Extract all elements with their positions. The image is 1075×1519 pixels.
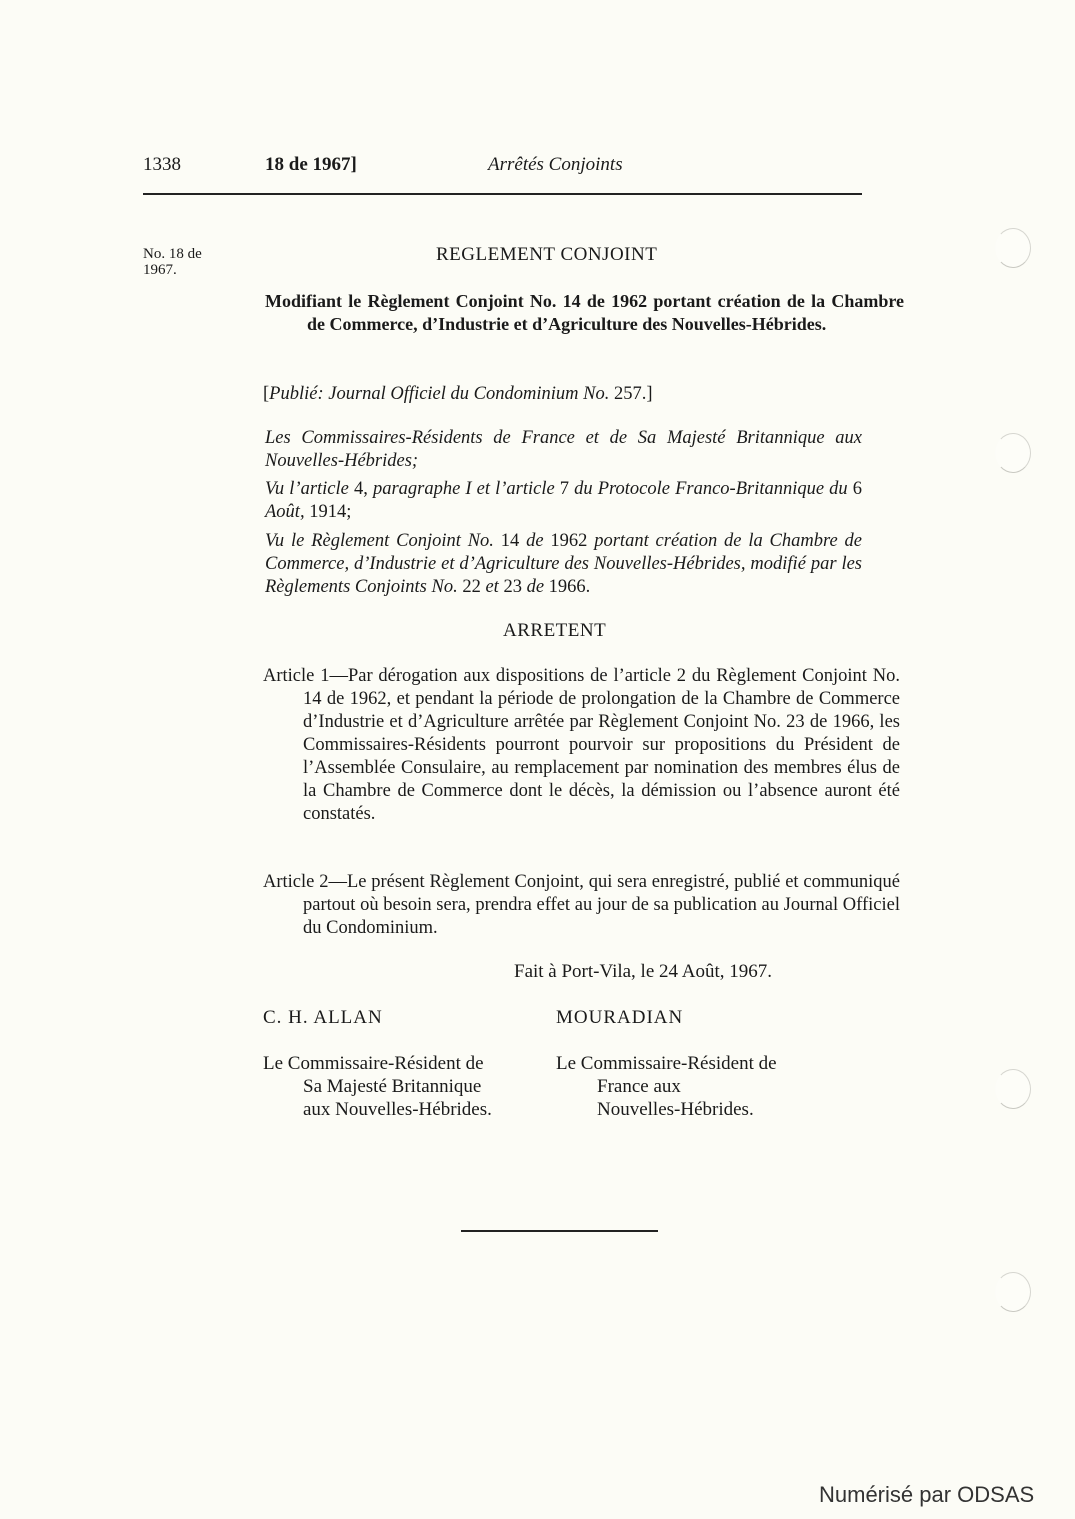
preamble-3-part-h: 23 xyxy=(498,577,527,597)
preamble-3-part-b: 14 xyxy=(493,531,527,551)
article-2: Article 2—Le présent Règlement Conjoint, qui sera enregistré, publié et communiqué partout où besoin sera, prendra effet au jour de sa publication au Journal Officiel du Condominium. xyxy=(263,872,900,938)
preamble-3-part-g: et xyxy=(485,577,499,597)
publication-journal: Publié: Journal Officiel du Condominium No. xyxy=(269,384,610,404)
publication-bracket: [ xyxy=(263,384,270,404)
preamble-2-part-e: du Protocole Franco-Britannique du xyxy=(574,479,848,499)
preamble-paragraph-3 xyxy=(265,530,862,599)
preamble-2-part-b: 4, xyxy=(348,479,373,499)
preamble-2-part-d: 7 xyxy=(554,479,575,499)
punch-hole-icon xyxy=(995,1069,1031,1109)
document-title: REGLEMENT CONJOINT xyxy=(436,244,658,265)
preamble-3-part-i: de xyxy=(526,577,545,597)
preamble-3-part-d: 1962 xyxy=(543,531,595,551)
signatory-left-name: C. H. ALLAN xyxy=(263,1007,383,1028)
preamble-2-part-f: 6 xyxy=(847,479,863,499)
header-rule xyxy=(143,193,862,195)
preamble-3-part-e: portant création de la Chambre de Commerce, d’Industrie et d’Agriculture des Nouvelles-Hébrides, modifié par les Règlements Conjoints No. xyxy=(265,531,863,597)
signatory-right-line3: Nouvelles-Hébrides. xyxy=(597,1099,754,1120)
publication-number: 257.] xyxy=(609,384,653,404)
arretent-heading: ARRETENT xyxy=(503,620,607,641)
preamble-2-part-h: 1914; xyxy=(304,502,352,522)
preamble-3-part-c: de xyxy=(526,531,544,551)
preamble-3-part-a: Vu le Règlement Conjoint No. xyxy=(265,531,494,551)
margin-note-line2: 1967. xyxy=(143,262,177,278)
signatory-right-name: MOURADIAN xyxy=(556,1007,684,1028)
signatory-left-line2: Sa Majesté Britannique xyxy=(303,1076,482,1097)
preamble-paragraph-1: Les Commissaires-Résidents de France et de Sa Majesté Britannique aux Nouvelles-Hébrides; xyxy=(265,428,862,471)
place-date: Fait à Port-Vila, le 24 Août, 1967. xyxy=(514,961,772,982)
header-section: Arrêtés Conjoints xyxy=(488,154,623,175)
article-1: Article 1—Par dérogation aux dispositions de l’article 2 du Règlement Conjoint No. 14 de 1962, et pendant la période de prolongation de la Chambre de Commerce d’Industrie et d’Agriculture arrêtée par Règlement Conjoint No. 23 de 1966, les Commissaires-Résidents pourront pourvoir sur propositions du Président de l’Assemblée Consulaire, au remplacement par nomination des membres élus de la Chambre de Commerce dont le décès, la démission ou l’absence auront été constatés. xyxy=(263,666,900,824)
punch-hole-icon xyxy=(995,433,1031,473)
signatory-right-line1: Le Commissaire-Résident de xyxy=(556,1053,777,1074)
end-rule xyxy=(461,1230,658,1232)
signatory-right-line2: France aux xyxy=(597,1076,681,1097)
signatory-left-line3: aux Nouvelles-Hébrides. xyxy=(303,1099,492,1120)
preamble-2-part-c: paragraphe I et l’article xyxy=(372,479,555,499)
margin-note xyxy=(143,246,202,278)
punch-hole-icon xyxy=(995,228,1031,268)
preamble-3-part-f: 22 xyxy=(457,577,486,597)
punch-hole-icon xyxy=(995,1272,1031,1312)
signatory-left-line1: Le Commissaire-Résident de xyxy=(263,1053,484,1074)
document-subtitle: Modifiant le Règlement Conjoint No. 14 de 1962 portant création de la Chambre de Commerce, d’Industrie et d’Agriculture des Nouvelles-Hébrides. xyxy=(265,291,904,334)
preamble-paragraph-2 xyxy=(265,478,862,524)
preamble-3-part-j: 1966. xyxy=(544,577,591,597)
signatory-left-title xyxy=(263,1052,533,1121)
margin-note-line1: No. 18 de xyxy=(143,246,202,262)
header-reference: 18 de 1967] xyxy=(265,154,357,175)
preamble-2-part-g: Août, xyxy=(265,502,305,522)
digitization-watermark: Numérisé par ODSAS xyxy=(819,1482,1035,1507)
preamble-2-part-a: Vu l’article xyxy=(265,479,349,499)
page-number: 1338 xyxy=(143,154,181,175)
publication-note xyxy=(263,383,863,406)
signatory-right-title xyxy=(556,1052,836,1121)
